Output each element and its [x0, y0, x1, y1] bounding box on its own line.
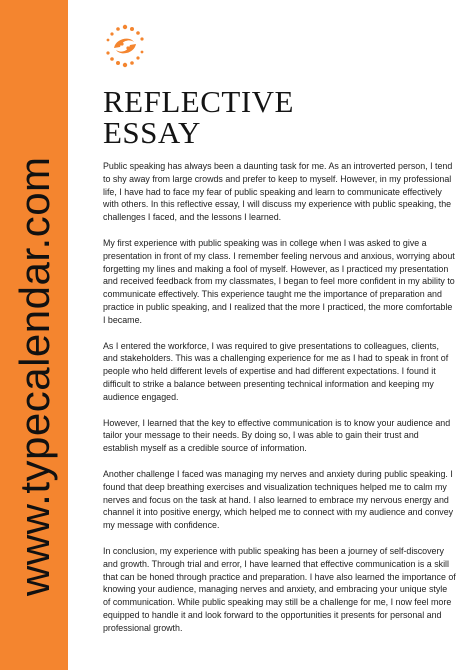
paragraph: Another challenge I faced was managing my nerves and anxiety during public speaking. I found that deep breathing exercises and visualization techniques helped me to calm my nerves and focus on the task at hand. I also learned to embrace my nervous energy and channel it into positive energy, which helped me to connect with my audience and convey my message with confidence. [103, 468, 454, 531]
website-watermark: www.typecalendar.com [11, 156, 58, 596]
page-title [103, 86, 294, 148]
paragraph: Public speaking has always been a daunting task for me. As an introverted person, I tend to shy away from large crowds and prefer to keep to myself. However, in my professional life, I have had to face my fear of public speaking and learn to communicate effectively with others. In this reflective essay, I will discuss my experience with public speaking, the challenges I faced, and the lessons I learned. [103, 161, 453, 223]
paragraph: As I entered the workforce, I was required to give presentations to colleagues, clients, and stakeholders. This was a challenging experience for me as I had to speak in front of people who held different levels of expertise and had different expectations. I found it difficult to strike a balance between presenting technical information and keeping my audience engaged. [103, 340, 449, 402]
sidebar-band [0, 0, 68, 670]
paragraph: My first experience with public speaking was in college when I was asked to give a presentation in front of my class. I remember feeling nervous and anxious, worrying about forgetting my lines and making a fool of myself. However, as I practiced my presentation and received feedback from my classmates, I began to feel more confident in my ability to communicate effectively. This experience taught me the importance of preparation and practice in public speaking, and I realized that the more I practiced, the more comfortable I became. [103, 237, 455, 325]
title-line-1: REFLECTIVE [103, 84, 294, 119]
swirl-logo-icon [100, 22, 150, 70]
title-line-2: ESSAY [103, 115, 201, 150]
essay-body [103, 160, 456, 648]
paragraph: In conclusion, my experience with public speaking has been a journey of self-discovery and growth. Through trial and error, I have learned that effective communication is a skill that can be honed through practice and preparation. I have also learned the importance of knowing your audience, managing nerves and anxiety, and embracing your unique style of communication. While public speaking may still be a challenge for me, I now feel more equipped to handle it and look forward to the opportunities it presents for personal and professional growth. [103, 545, 456, 633]
paragraph: However, I learned that the key to effective communication is to know your audience and tailor your message to their needs. By doing so, I was able to gain their trust and establish myself as a credible source of information. [103, 417, 451, 454]
